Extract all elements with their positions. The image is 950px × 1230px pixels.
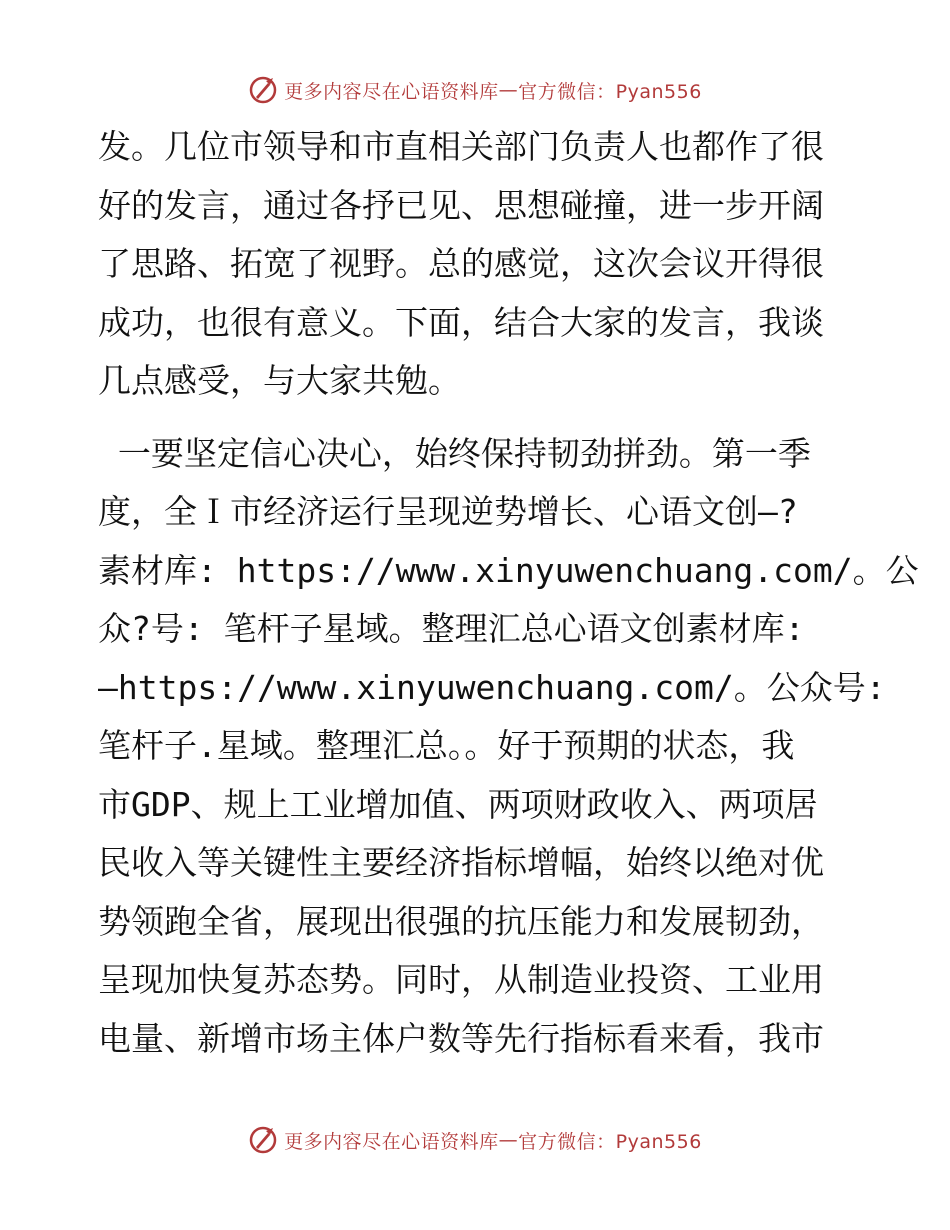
paragraph-spacer (98, 411, 868, 425)
text-line: —https://www.xinyuwenchuang.com/。公众号: (98, 667, 886, 707)
watermark-separator: — (498, 1129, 519, 1151)
text-line: 度，全Ｉ市经济运行呈现逆势增长、心语文创—? (98, 492, 798, 531)
quill-logo-icon (248, 1125, 278, 1155)
watermark-wechat-text: 官方微信：Pyan556 (518, 80, 702, 103)
watermark-main-text: 更多内容尽在心语资料库 (284, 80, 499, 103)
quill-logo-icon (248, 75, 278, 105)
text-line: 好的发言，通过各抒已见、思想碰撞，进一步开阔 (98, 185, 824, 225)
text-line: 民收入等关键性主要经济指标增幅，始终以绝对优 (98, 843, 824, 882)
text-line: 一要坚定信心决心，始终保持韧劲拼劲。第一季 (98, 433, 811, 473)
text-line: 素材库: https://www.xinyuwenchuang.com/。公 (98, 550, 919, 590)
paragraph-1 (98, 118, 868, 411)
text-line: 电量、新增市场主体户数等先行指标看来看，我市 (98, 1018, 824, 1058)
watermark-main-text: 更多内容尽在心语资料库 (284, 1130, 499, 1153)
text-line: 发。几位市领导和市直相关部门负责人也都作了很 (98, 127, 824, 166)
text-line: 了思路、拓宽了视野。总的感觉，这次会议开得很 (98, 244, 824, 283)
text-line: 市GDP、规上工业增加值、两项财政收入、两项居 (98, 784, 818, 824)
text-line: 成功，也很有意义。下面，结合大家的发言，我谈 (98, 302, 824, 342)
paragraph-2 (98, 425, 919, 1069)
text-line: 众?号: 笔杆子星域。整理汇总心语文创素材库: (98, 609, 805, 648)
text-line: 势领跑全省，展现出很强的抗压能力和发展韧劲， (98, 901, 824, 941)
watermark-separator: — (498, 79, 519, 101)
header-watermark (0, 72, 950, 108)
footer-watermark (0, 1122, 950, 1158)
text-line: 呈现加快复苏态势。同时，从制造业投资、工业用 (98, 960, 824, 999)
text-line: 笔杆子.星域。整理汇总。。好于预期的状态，我 (98, 726, 795, 765)
document-body (98, 118, 919, 1068)
watermark-wechat-text: 官方微信：Pyan556 (518, 1130, 702, 1153)
text-line: 几点感受，与大家共勉。 (98, 361, 461, 400)
